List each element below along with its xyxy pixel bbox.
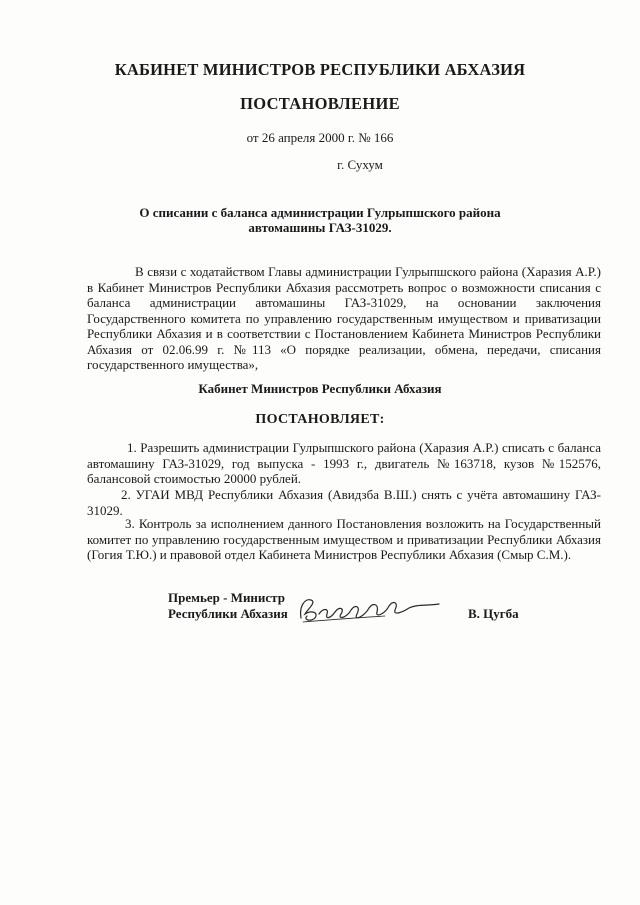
preamble-line: в Кабинет Министров Республики Абхазия рассмотреть вопрос о возможности списания с	[87, 279, 601, 295]
preamble-paragraph	[87, 264, 601, 373]
item-line: (Гогия Т.Ю.) и правовой отдел Кабинета Министров Республики Абхазия (Смыр С.М.).	[87, 547, 572, 562]
item-line: балансовой стоимостью 20000 рублей.	[87, 471, 302, 486]
resolution-item-3	[87, 516, 601, 563]
item-line: автомашину ГАЗ-31029, год выпуска - 1993 г., двигатель №163718, кузов №152576,	[87, 455, 601, 471]
signatory-title-line-2: Республики Абхазия	[168, 606, 288, 621]
cabinet-line: Кабинет Министров Республики Абхазия	[198, 381, 442, 396]
city-line: г. Сухум	[337, 157, 383, 172]
resolution-item-1	[87, 440, 601, 487]
preamble-line: баланса администрации автомашины ГАЗ-31029, на основании заключения	[87, 295, 601, 310]
signatory-title-line-1: Премьер - Министр	[168, 590, 285, 605]
preamble-line: государственного имущества»,	[87, 357, 259, 372]
date-number-line: от 26 апреля 2000 г. № 166	[246, 130, 394, 145]
item-line: 2. УГАИ МВД Республики Абхазия (Авидзба В.Ш.) снять с учёта автомашину ГАЗ-	[121, 487, 601, 502]
subject-heading	[0, 205, 640, 235]
handwritten-signature	[295, 592, 445, 628]
preamble-line: В связи с ходатайством Главы администрации Гулрыпшского района (Харазия А.Р.)	[135, 264, 601, 279]
subject-line-1: О списании с баланса администрации Гулрыпшского района	[139, 205, 501, 220]
item-line: 31029.	[87, 502, 123, 518]
item-line: 3. Контроль за исполнением данного Постановления возложить на Государственный	[125, 516, 601, 531]
preamble-line: Государственного комитета по управлению государственным имуществом и приватизации	[87, 310, 601, 326]
signatory-title	[168, 590, 288, 622]
item-line: 1. Разрешить администрации Гулрыпшского района (Харазия А.Р.) списать с баланса	[127, 440, 601, 455]
preamble-line: Абхазия от 02.06.99 г. №113 «О порядке реализации, обмена, передачи, списания	[87, 341, 601, 357]
item-line: комитет по управлению государственным имуществом и приватизации Республики Абхазия	[87, 531, 601, 547]
resolution-item-2	[87, 487, 601, 518]
subject-line-2: автомашины ГАЗ-31029.	[248, 220, 392, 235]
preamble-line: Республики Абхазия и в соответствии с Постановлением Кабинета Министров Республики	[87, 326, 601, 341]
signatory-name: В. Цугба	[468, 606, 519, 621]
document-type-title: ПОСТАНОВЛЕНИЕ	[240, 94, 400, 113]
organization-title: КАБИНЕТ МИНИСТРОВ РЕСПУБЛИКИ АБХАЗИЯ	[114, 60, 526, 79]
resolves-heading: ПОСТАНОВЛЯЕТ:	[255, 412, 385, 427]
